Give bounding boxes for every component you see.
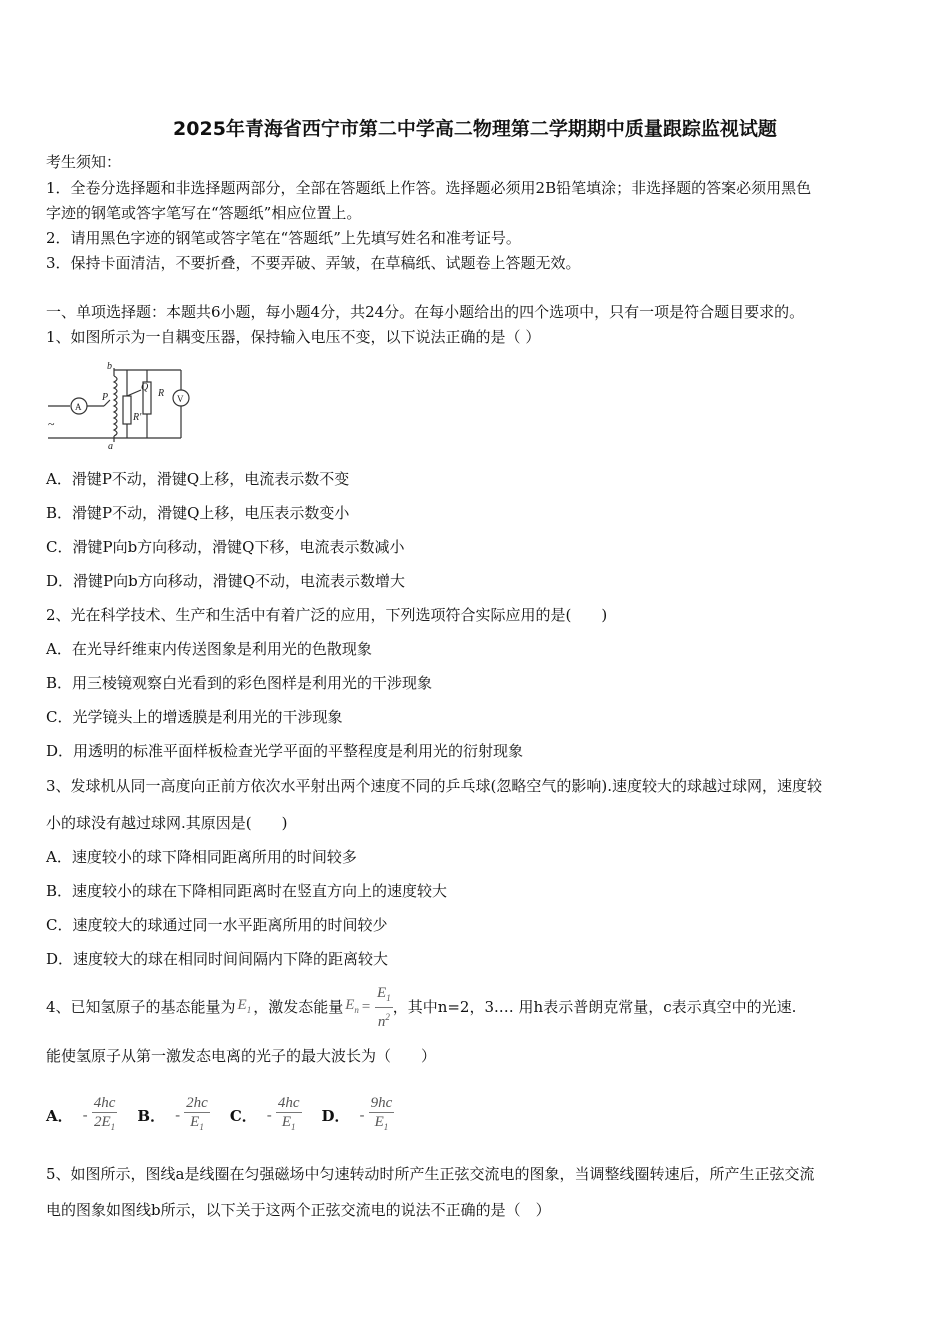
q2-option-d: D．用透明的标准平面样板检查光学平面的平整程度是利用光的衍射现象 bbox=[46, 742, 524, 760]
q4-stem-cont: 能使氢原子从第一激发态电离的光子的最大波长为（ ） bbox=[46, 1047, 437, 1065]
excited-energy-symbol: $E_n$ bbox=[345, 996, 359, 1015]
ac-source-icon: ~ bbox=[48, 417, 55, 431]
equals-sign: = bbox=[360, 999, 372, 1015]
q3-option-b: B．速度较小的球在下降相同距离时在竖直方向上的速度较大 bbox=[46, 882, 448, 900]
q1-stem: 1、如图所示为一自耦变压器，保持输入电压不变，以下说法正确的是（ ） bbox=[46, 328, 541, 346]
q4-option-d: D． - $\frac{9hc}{E_1}$ bbox=[321, 1095, 393, 1132]
q4-option-a: A． - $\frac{4hc}{2E_1}$ bbox=[46, 1095, 116, 1132]
q2-option-a: A．在光导纤维束内传送图象是利用光的色散现象 bbox=[46, 640, 372, 658]
q4-stem-part1: 4、已知氢原子的基态能量为 bbox=[46, 998, 236, 1016]
q5-stem: 5、如图所示，图线a是线圈在匀强磁场中匀速转动时所产生正弦交流电的图象，当调整线圈转速后，所产生正弦交流 bbox=[46, 1165, 815, 1183]
q4-option-b: B． - $\frac{2hc}{E_1}$ bbox=[137, 1095, 208, 1132]
q2-option-c: C．光学镜头上的增透膜是利用光的干涉现象 bbox=[46, 708, 343, 726]
notice-1-cont: 字迹的钢笔或答字笔写在“答题纸”相应位置上。 bbox=[46, 204, 362, 222]
q1-option-d: D．滑键P向b方向移动，滑键Q不动，电流表示数增大 bbox=[46, 572, 406, 590]
notice-heading: 考生须知： bbox=[46, 153, 122, 171]
q4-options bbox=[46, 1088, 414, 1142]
label-b: b bbox=[107, 361, 112, 372]
page-title: 2025年青海省西宁市第二中学高二物理第二学期期中质量跟踪监视试题 bbox=[173, 118, 777, 140]
autotransformer-circuit-diagram bbox=[44, 360, 194, 450]
label-r: R bbox=[158, 388, 165, 399]
q1-option-a: A．滑键P不动，滑键Q上移，电流表示数不变 bbox=[46, 470, 350, 488]
q1-option-b: B．滑键P不动，滑键Q上移，电压表示数变小 bbox=[46, 504, 350, 522]
section-heading: 一、单项选择题：本题共6小题，每小题4分，共24分。在每小题给出的四个选项中，只有一项是符合题目要求的。 bbox=[46, 303, 805, 321]
q3-option-a: A．速度较小的球下降相同距离所用的时间较多 bbox=[46, 848, 357, 866]
q3-option-c: C．速度较大的球通过同一水平距离所用的时间较少 bbox=[46, 916, 388, 934]
q3-stem: 3、发球机从同一高度向正前方依次水平射出两个速度不同的乒乓球(忽略空气的影响).速度较大的球越过球网，速度较 bbox=[46, 777, 823, 795]
notice-2: 2．请用黑色字迹的钢笔或答字笔在“答题纸”上先填写姓名和准考证号。 bbox=[46, 229, 521, 247]
label-r-prime: R' bbox=[133, 412, 142, 423]
label-p: P bbox=[102, 392, 109, 403]
q5-stem-cont: 电的图象如图线b所示，以下关于这两个正弦交流电的说法不正确的是（ ） bbox=[46, 1201, 551, 1219]
q2-stem: 2、光在科学技术、生产和生活中有着广泛的应用，下列选项符合实际应用的是( ) bbox=[46, 606, 608, 624]
voltmeter-label: V bbox=[177, 394, 184, 404]
q3-option-d: D．速度较大的球在相同时间间隔内下降的距离较大 bbox=[46, 950, 389, 968]
notice-1: 1．全卷分选择题和非选择题两部分，全部在答题纸上作答。选择题必须用2B铅笔填涂；非选择题的答案必须用黑色 bbox=[46, 179, 812, 197]
notice-3: 3．保持卡面清洁，不要折叠，不要弄破、弄皱，在草稿纸、试题卷上答题无效。 bbox=[46, 254, 581, 272]
q4-stem-part2: ，激发态能量 bbox=[253, 998, 344, 1016]
q2-option-b: B．用三棱镜观察白光看到的彩色图样是利用光的干涉现象 bbox=[46, 674, 433, 692]
q4-stem-part3: ，其中n=2，3.… 用h表示普朗克常量，c表示真空中的光速. bbox=[392, 998, 797, 1016]
energy-fraction: $\frac{E_1}{n^2}$ bbox=[377, 984, 391, 1030]
ammeter-label: A bbox=[75, 402, 82, 412]
label-q: Q bbox=[141, 382, 149, 393]
ground-energy-symbol: $E_1$ bbox=[237, 996, 252, 1015]
label-a: a bbox=[108, 441, 113, 450]
q3-stem-cont: 小的球没有越过球网.其原因是( ) bbox=[46, 814, 288, 832]
q4-option-c: C． - $\frac{4hc}{E_1}$ bbox=[229, 1095, 300, 1132]
q4-stem bbox=[46, 986, 796, 1028]
q1-option-c: C．滑键P向b方向移动，滑键Q下移，电流表示数减小 bbox=[46, 538, 405, 556]
